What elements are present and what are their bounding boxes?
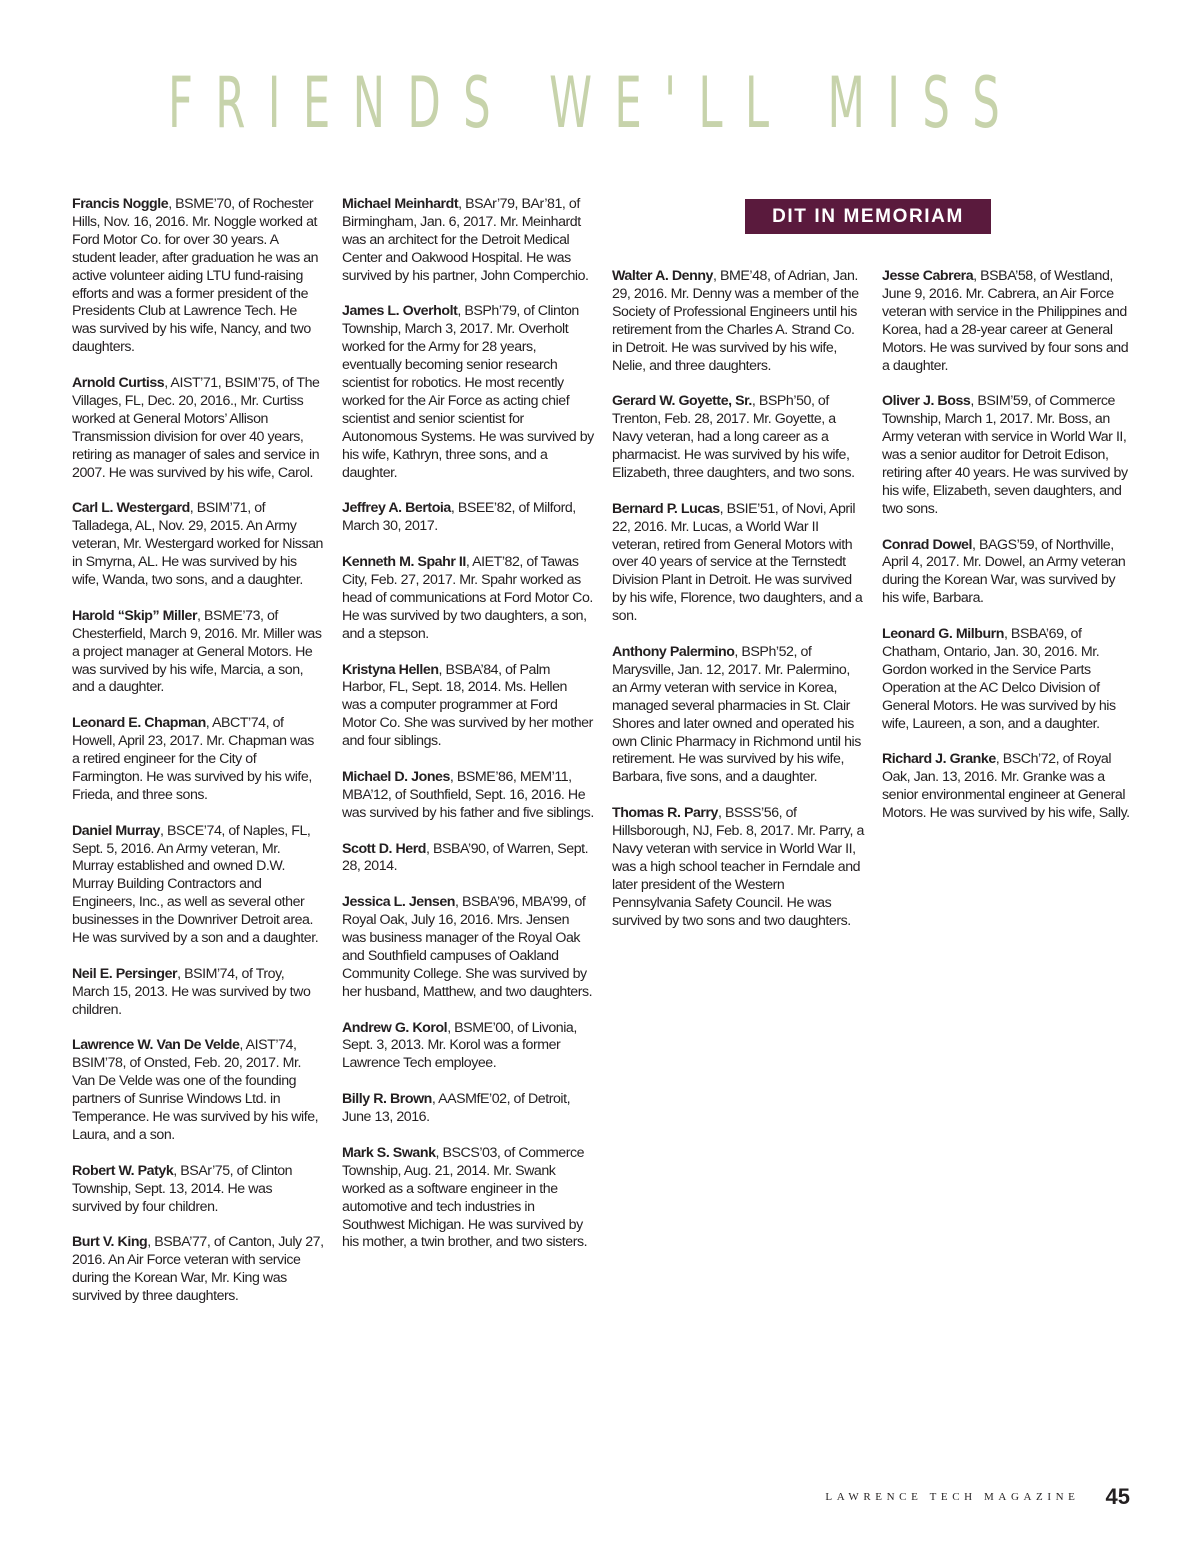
obituary-entry bbox=[72, 500, 324, 590]
obituary-name: Conrad Dowel bbox=[882, 536, 972, 553]
obituary-text: , BSEE’82, of Milford, March 30, 2017. bbox=[342, 500, 576, 535]
obituary-text: , BSBA’84, of Palm Harbor, FL, Sept. 18, 2014. Ms. Hellen was a computer programmer at Ford Motor Co. She was survived by her mother and four siblings. bbox=[342, 661, 593, 750]
obituary-column-2 bbox=[342, 196, 594, 1270]
obituary-name: Thomas R. Parry bbox=[612, 805, 719, 822]
obituary-entry bbox=[72, 966, 324, 1020]
obituary-name: Jeffrey A. Bertoia bbox=[342, 500, 451, 517]
obituary-name: Billy R. Brown bbox=[342, 1091, 432, 1108]
obituary-entry bbox=[342, 662, 594, 752]
obituary-entry bbox=[342, 196, 594, 286]
obituary-text: , BME’48, of Adrian, Jan. 29, 2016. Mr. Denny was a member of the Society of Professional Engineers until his retirement from the Charles A. Strand Co. in Detroit. He was survived by his wife, Nelie, and three daughters. bbox=[612, 268, 859, 374]
obituary-entry bbox=[342, 1145, 594, 1252]
obituary-entry bbox=[342, 769, 594, 823]
obituary-text: , BSIE’51, of Novi, April 22, 2016. Mr. Lucas, a World War II veteran, retired from General Motors with over 40 years of service at the Ternstedt Division Plant in Detroit. He was survived by his wife, Florence, two daughters, and a son. bbox=[612, 500, 863, 625]
obituary-text: , BSME’86, MEM’11, MBA’12, of Southfield, Sept. 16, 2016. He was survived by his father and five siblings. bbox=[342, 768, 594, 821]
obituary-entry bbox=[72, 196, 324, 357]
obituary-entry bbox=[612, 393, 864, 483]
obituary-text: , AIST’71, BSIM’75, of The Villages, FL, Dec. 20, 2016., Mr. Curtiss worked at General Motors’ Allison Transmission division for over 40 years, retiring as manager of sales and service in 2007. He was survived by his wife, Carol. bbox=[72, 375, 320, 481]
obituary-entry bbox=[882, 751, 1134, 823]
obituary-name: Michael Meinhardt bbox=[342, 196, 459, 212]
obituary-name: Kenneth M. Spahr II bbox=[342, 554, 466, 571]
obituary-text: , BSIM’59, of Commerce Township, March 1, 2017. Mr. Boss, an Army veteran with service in World War II, was a senior auditor for Detroit Edison, retiring after 40 years. He was survived by his wife, Elizabeth, seven daughters, and two sons. bbox=[882, 393, 1128, 517]
obituary-text: , BSBA’69, of Chatham, Ontario, Jan. 30, 2016. Mr. Gordon worked in the Service Parts Operation at the AC Delco Division of General Motors. He was survived by his wife, Laureen, a son, and a daughter. bbox=[882, 626, 1116, 732]
obituary-entry bbox=[342, 303, 594, 482]
obituary-entry bbox=[882, 268, 1134, 375]
obituary-name: Leonard E. Chapman bbox=[72, 715, 206, 732]
obituary-text: , BSPh’79, of Clinton Township, March 3, 2017. Mr. Overholt worked for the Army for 28 years, eventually becoming senior research scientist for robotics. He most recently worked for the Air Force as acting chief scientist and senior scientist for Autonomous Systems. He was survived by his wife, Kathryn, three sons, and a daughter. bbox=[342, 303, 594, 481]
obituary-name: Michael D. Jones bbox=[342, 768, 450, 785]
obituary-name: Jesse Cabrera bbox=[882, 268, 974, 284]
obituary-entry bbox=[72, 1163, 324, 1217]
obituary-name: Gerard W. Goyette, Sr. bbox=[612, 393, 752, 410]
obituary-name: Lawrence W. Van De Velde bbox=[72, 1037, 240, 1054]
obituary-name: Burt V. King bbox=[72, 1234, 148, 1251]
obituary-text: , BSME’00, of Livonia, Sept. 3, 2013. Mr. Korol was a former Lawrence Tech employee. bbox=[342, 1019, 577, 1072]
obituary-text: , BSPh’50, of Trenton, Feb. 28, 2017. Mr. Goyette, a Navy veteran, had a long career as a pharmacist. He was survived by his wife, Elizabeth, three daughters, and two sons. bbox=[612, 393, 855, 481]
obituary-name: Harold “Skip” Miller bbox=[72, 607, 198, 624]
obituary-entry bbox=[342, 1091, 594, 1127]
obituary-name: Daniel Murray bbox=[72, 822, 160, 839]
obituary-name: Scott D. Herd bbox=[342, 840, 427, 857]
obituary-name: Kristyna Hellen bbox=[342, 661, 439, 678]
obituary-text: , ABCT’74, of Howell, April 23, 2017. Mr. Chapman was a retired engineer for the City of Farmington. He was survived by his wife, Frieda, and three sons. bbox=[72, 715, 314, 803]
obituary-entry bbox=[342, 841, 594, 877]
obituary-entry bbox=[612, 805, 864, 930]
obituary-entry bbox=[612, 644, 864, 787]
obituary-text: , BSBA’58, of Westland, June 9, 2016. Mr. Cabrera, an Air Force veteran with service in the Philippines and Korea, had a 28-year career at General Motors. He was survived by four sons and a daughter. bbox=[882, 268, 1129, 374]
obituary-text: , BSBA’77, of Canton, July 27, 2016. An Air Force veteran with service during the Korean War, Mr. King was survived by three daughters. bbox=[72, 1234, 324, 1305]
obituary-text: , AIET’82, of Tawas City, Feb. 27, 2017. Mr. Spahr worked as head of communications at Ford Motor Co. He was survived by two daughters, a son, and a stepson. bbox=[342, 554, 593, 642]
obituary-text: , BAGS’59, of Northville, April 4, 2017. Mr. Dowel, an Army veteran during the Korean War, was survived by his wife, Barbara. bbox=[882, 536, 1126, 607]
obituary-name: Leonard G. Milburn bbox=[882, 626, 1004, 643]
obituary-text: , BSIM’71, of Talladega, AL, Nov. 29, 2015. An Army veteran, Mr. Westergard worked for Nissan in Smyrna, AL. He was survived by his wife, Wanda, two sons, and a daughter. bbox=[72, 500, 323, 588]
obituary-name: Bernard P. Lucas bbox=[612, 500, 720, 517]
obituary-entry bbox=[72, 1234, 324, 1306]
obituary-name: Francis Noggle bbox=[72, 196, 169, 212]
obituary-entry bbox=[342, 894, 594, 1001]
obituary-name: Robert W. Patyk bbox=[72, 1162, 174, 1179]
obituary-name: Anthony Palermino bbox=[612, 643, 735, 660]
obituary-entry bbox=[72, 823, 324, 948]
page-title: FRIENDS WE'LL MISS bbox=[168, 62, 1023, 144]
obituary-column-3 bbox=[612, 268, 864, 948]
obituary-text: , BSBA’96, MBA’99, of Royal Oak, July 16, 2016. Mrs. Jensen was business manager of the Royal Oak and Southfield campuses of Oakland Community College. She was survived by her husband, Matthew, and two daughters. bbox=[342, 894, 593, 1000]
page-footer bbox=[750, 1483, 1130, 1511]
obituary-name: Neil E. Persinger bbox=[72, 965, 178, 982]
obituary-name: Mark S. Swank bbox=[342, 1144, 436, 1161]
obituary-entry bbox=[882, 626, 1134, 733]
obituary-name: Richard J. Granke bbox=[882, 751, 996, 768]
obituary-name: James L. Overholt bbox=[342, 303, 458, 320]
obituary-text: , BSAr’75, of Clinton Township, Sept. 13, 2014. He was survived by four children. bbox=[72, 1162, 293, 1215]
obituary-entry bbox=[342, 500, 594, 536]
obituary-text: , BSCh’72, of Royal Oak, Jan. 13, 2016. Mr. Granke was a senior environmental engineer at General Motors. He was survived by his wife, Sally. bbox=[882, 751, 1130, 822]
obituary-entry bbox=[342, 1020, 594, 1074]
obituary-text: , BSME’73, of Chesterfield, March 9, 2016. Mr. Miller was a project manager at General Motors. He was survived by his wife, Marcia, a son, and a daughter. bbox=[72, 607, 322, 696]
obituary-name: Oliver J. Boss bbox=[882, 393, 971, 410]
obituary-entry bbox=[612, 501, 864, 626]
obituary-text: , BSAr’79, BAr’81, of Birmingham, Jan. 6, 2017. Mr. Meinhardt was an architect for the Detroit Medical Center and Oakwood Hospital. He was survived by his partner, John Comperchio. bbox=[342, 196, 589, 284]
obituary-entry bbox=[612, 268, 864, 375]
obituary-name: Walter A. Denny bbox=[612, 268, 713, 284]
obituary-column-1 bbox=[72, 196, 324, 1324]
obituary-text: , BSME’70, of Rochester Hills, Nov. 16, 2016. Mr. Noggle worked at Ford Motor Co. for over 30 years. A student leader, after graduation he was an active volunteer aiding LTU fund-raising efforts and was a former president of the Presidents Club at Lawrence Tech. He was survived by his wife, Nancy, and two daughters. bbox=[72, 196, 319, 356]
obituary-entry bbox=[882, 537, 1134, 609]
obituary-entry bbox=[72, 715, 324, 805]
obituary-text: , BSSS’56, of Hillsborough, NJ, Feb. 8, 2017. Mr. Parry, a Navy veteran with service in World War II, was a high school teacher in Ferndale and later president of the Western Pennsylvania Safety Council. He was survived by two sons and two daughters. bbox=[612, 805, 864, 929]
obituary-entry bbox=[72, 375, 324, 482]
obituary-text: , BSBA’90, of Warren, Sept. 28, 2014. bbox=[342, 840, 589, 875]
obituary-text: , AASMfE’02, of Detroit, June 13, 2016. bbox=[342, 1091, 571, 1126]
obituary-name: Andrew G. Korol bbox=[342, 1019, 448, 1036]
obituary-entry bbox=[882, 393, 1134, 518]
dit-in-memoriam-banner: DIT IN MEMORIAM bbox=[745, 199, 991, 234]
obituary-entry bbox=[72, 608, 324, 698]
obituary-text: , AIST’74, BSIM’78, of Onsted, Feb. 20, 2017. Mr. Van De Velde was one of the founding partners of Sunrise Windows Ltd. in Temperance. He was survived by his wife, Laura, and a son. bbox=[72, 1037, 319, 1144]
obituary-entry bbox=[342, 554, 594, 644]
obituary-text: , BSCS’03, of Commerce Township, Aug. 21, 2014. Mr. Swank worked as a software engineer in the automotive and tech industries in Southwest Michigan. He was survived by his mother, a twin brother, and two sisters. bbox=[342, 1144, 588, 1251]
magazine-name: LAWRENCE TECH MAGAZINE bbox=[825, 1491, 1080, 1503]
obituary-text: , BSIM’74, of Troy, March 15, 2013. He was survived by two children. bbox=[72, 965, 311, 1018]
obituary-name: Jessica L. Jensen bbox=[342, 894, 456, 911]
obituary-column-4 bbox=[882, 268, 1134, 841]
obituary-name: Carl L. Westergard bbox=[72, 500, 190, 517]
obituary-name: Arnold Curtiss bbox=[72, 375, 165, 392]
obituary-text: , BSPh’52, of Marysville, Jan. 12, 2017. Mr. Palermino, an Army veteran with service in Korea, managed several pharmacies in St. Clair Shores and later owned and operated his own Clinic Pharmacy in Richmond until his retirement. He was survived by his wife, Barbara, five sons, and a daughter. bbox=[612, 643, 861, 786]
obituary-text: , BSCE’74, of Naples, FL, Sept. 5, 2016. An Army veteran, Mr. Murray established and owned D.W. Murray Building Contractors and Engineers, Inc., as well as several other businesses in the Downriver Detroit area. He was survived by a son and a daughter. bbox=[72, 822, 319, 947]
obituary-entry bbox=[72, 1037, 324, 1144]
page-number: 45 bbox=[1105, 1484, 1130, 1509]
